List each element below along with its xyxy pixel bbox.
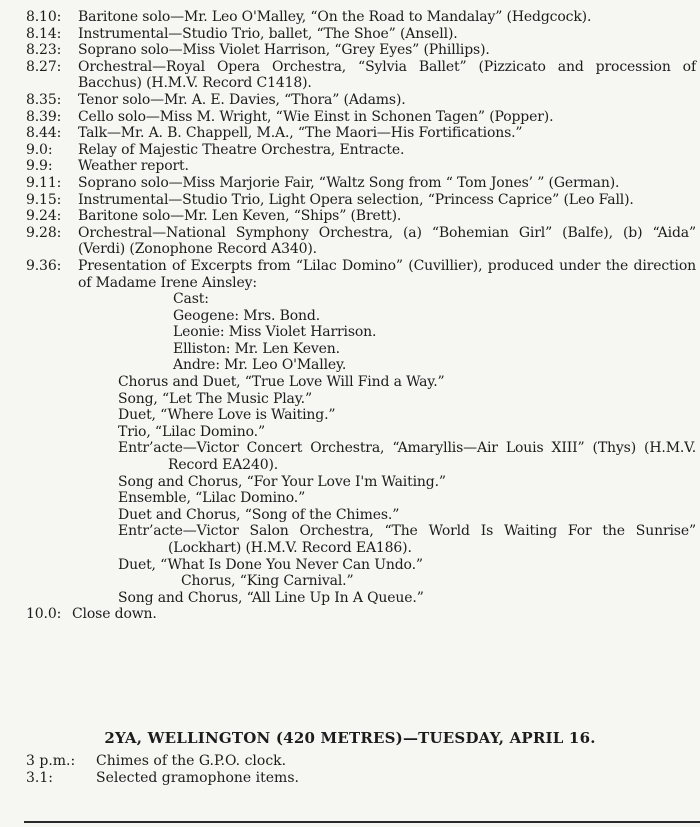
programme-text: Soprano solo—Miss Marjorie Fair, “Waltz Song from “ Tom Jones’ ” (German).: [78, 174, 620, 191]
programme-time: 9.15:: [26, 191, 62, 208]
programme-text: Close down.: [72, 606, 157, 623]
programme-item: [0, 208, 700, 225]
programme-item: [0, 9, 700, 26]
excerpt-item: Duet, “What Is Done You Never Can Undo.”: [118, 556, 423, 573]
excerpt-item: Song and Chorus, “For Your Love I'm Waiting.”: [118, 473, 446, 490]
programme-item: [0, 125, 700, 142]
programme-item: [0, 42, 700, 59]
programme-time: 10.0:: [26, 606, 62, 623]
cast-member: Leonie: Miss Violet Harrison.: [173, 324, 377, 341]
station-heading: 2YA, WELLINGTON (420 METRES)—TUESDAY, APRIL 16.: [104, 729, 596, 747]
station-time: 3.1:: [26, 769, 53, 786]
station-programme: [26, 753, 686, 786]
programme-item: [0, 92, 700, 109]
programme-text: Presentation of Excerpts from “Lilac Domino” (Cuvillier), produced under the direction of Madame Irene Ainsley:: [78, 257, 696, 291]
programme-text: Soprano solo—Miss Violet Harrison, “Grey Eyes” (Phillips).: [78, 42, 490, 59]
programme-time: 9.24:: [26, 208, 62, 225]
programme-list: [0, 9, 700, 623]
excerpt-item: Entr’acte—Victor Concert Orchestra, “Amaryllis—Air Louis XIII” (Thys) (H.M.V. Record EA240).: [118, 440, 696, 474]
programme-item: [0, 109, 700, 126]
programme-text: Instrumental—Studio Trio, ballet, “The Shoe” (Ansell).: [78, 25, 458, 42]
programme-item: [0, 225, 700, 258]
programme-time: 8.39:: [26, 108, 62, 125]
programme-item: [0, 192, 700, 209]
station-item: [26, 753, 686, 770]
programme-item: [0, 175, 700, 192]
programme-text: Instrumental—Studio Trio, Light Opera selection, “Princess Caprice” (Leo Fall).: [78, 191, 634, 208]
excerpt-final-song: Song and Chorus, “All Line Up In A Queue.”: [118, 589, 424, 606]
close-down-item: [0, 606, 700, 623]
excerpt-item: Entr’acte—Victor Salon Orchestra, “The World Is Waiting For the Sunrise” (Lockhart) (H.M.V. Record EA186).: [118, 523, 696, 556]
programme-text: Baritone solo—Mr. Leo O'Malley, “On the Road to Mandalay” (Hedgcock).: [78, 9, 592, 25]
programme-text: Talk—Mr. A. B. Chappell, M.A., “The Maori—His Fortifications.”: [78, 125, 523, 142]
excerpt-chorus: Chorus, “King Carnival.”: [181, 573, 354, 590]
programme-time: 9.11:: [26, 174, 62, 191]
programme-time: 9.28:: [26, 224, 62, 241]
excerpt-item: Song, “Let The Music Play.”: [118, 390, 312, 407]
programme-text: Tenor solo—Mr. A. E. Davies, “Thora” (Adams).: [78, 91, 406, 108]
programme-time: 8.27:: [26, 58, 62, 75]
programme-time: 8.44:: [26, 125, 62, 142]
programme-time: 8.23:: [26, 42, 62, 59]
excerpt-item: Chorus and Duet, “True Love Will Find a Way.”: [118, 374, 445, 391]
excerpt-item: Duet and Chorus, “Song of the Chimes.”: [118, 506, 400, 523]
programme-text: Baritone solo—Mr. Len Keven, “Ships” (Brett).: [78, 208, 402, 225]
programme-item: [0, 158, 700, 175]
programme-time: 8.35:: [26, 91, 62, 108]
programme-time: 8.10:: [26, 9, 62, 25]
programme-text: Orchestral—Royal Opera Orchestra, “Sylvia Ballet” (Pizzicato and procession of Bacchus) (H.M.V. Record C1418).: [78, 58, 696, 92]
programme-item: [0, 26, 700, 43]
programme-item: [0, 142, 700, 159]
cast-label: Cast:: [173, 291, 209, 308]
programme-text: Weather report.: [78, 158, 189, 175]
cast-member: Geogene: Mrs. Bond.: [173, 307, 321, 324]
bottom-rule: [24, 821, 700, 823]
excerpt-item: Trio, “Lilac Domino.”: [118, 423, 265, 440]
station-text: Chimes of the G.P.O. clock.: [96, 753, 287, 769]
programme-text: Orchestral—National Symphony Orchestra, (a) “Bohemian Girl” (Balfe), (b) “Aida” (Verdi) (Zonophone Record A340).: [78, 224, 696, 258]
station-item: [26, 770, 686, 787]
programme-text: Cello solo—Miss M. Wright, “Wie Einst in Schonen Tagen” (Popper).: [78, 108, 554, 125]
programme-text: Relay of Majestic Theatre Orchestra, Entracte.: [78, 141, 405, 158]
excerpt-item: Duet, “Where Love is Waiting.”: [118, 407, 336, 424]
programme-time: 9.9:: [26, 158, 53, 175]
programme-item: [0, 59, 700, 92]
programme-time: 9.0:: [26, 141, 53, 158]
cast-member: Andre: Mr. Leo O'Malley.: [173, 357, 347, 374]
cast-member: Elliston: Mr. Len Keven.: [173, 340, 340, 357]
programme-time: 9.36:: [26, 257, 62, 274]
programme-time: 8.14:: [26, 25, 62, 42]
excerpt-item: Ensemble, “Lilac Domino.”: [118, 490, 306, 507]
programme-item: [0, 258, 700, 291]
station-text: Selected gramophone items.: [96, 769, 299, 786]
station-time: 3 p.m.:: [26, 753, 76, 769]
